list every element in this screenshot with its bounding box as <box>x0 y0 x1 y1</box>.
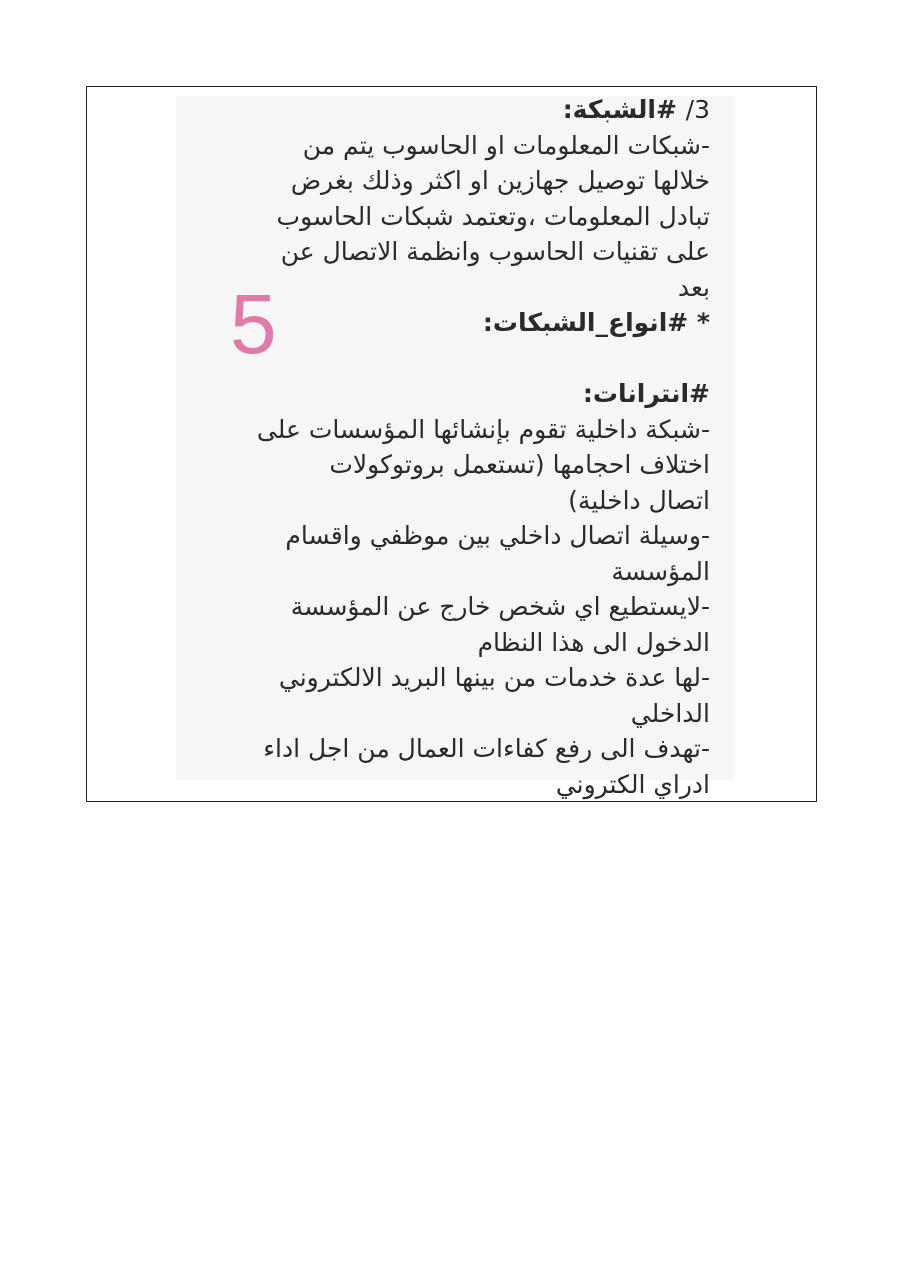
definition-line: -شبكات المعلومات او الحاسوب يتم من <box>302 130 710 160</box>
section-number: /3 <box>685 95 710 124</box>
intranet-line: -وسيلة اتصال داخلي بين موظفي واقسام <box>285 521 710 550</box>
intranet-line: الداخلي <box>630 698 710 728</box>
intranet-line: اختلاف احجامها (تستعمل بروتوكولات <box>329 450 710 479</box>
intranet-line: ادراي الكتروني <box>555 769 710 799</box>
intranet-line: اتصال داخلية) <box>568 485 710 515</box>
intranet-line: -لها عدة خدمات من بينها البريد الالكتروني <box>278 663 710 692</box>
spacer <box>206 341 710 377</box>
definition-line: بعد <box>677 272 710 302</box>
definition-line: على تقنيات الحاسوب وانظمة الاتصال عن <box>280 237 710 266</box>
section-title <box>206 92 710 128</box>
intranet-line: المؤسسة <box>611 556 710 586</box>
badge-number: 5 <box>230 277 277 371</box>
section-label: #الشبكة: <box>562 95 677 124</box>
types-heading: * #انواع_الشبكات: <box>482 308 710 337</box>
definition-line: تبادل المعلومات ،وتعتمد شبكات الحاسوب <box>276 201 710 231</box>
note-content <box>206 92 710 802</box>
intranet-heading: #انترانات: <box>582 379 710 408</box>
intranet-line: الدخول الى هذا النظام <box>477 627 710 657</box>
intranet-line: -لايستطيع اي شخص خارج عن المؤسسة <box>290 592 710 621</box>
intranet-line: -تهدف الى رفع كفاءات العمال من اجل اداء <box>263 734 710 763</box>
intranet-line: -شبكة داخلية تقوم بإنشائها المؤسسات على <box>256 414 710 444</box>
definition-line: خلالها توصيل جهازين او اكثر وذلك بغرض <box>290 166 710 195</box>
